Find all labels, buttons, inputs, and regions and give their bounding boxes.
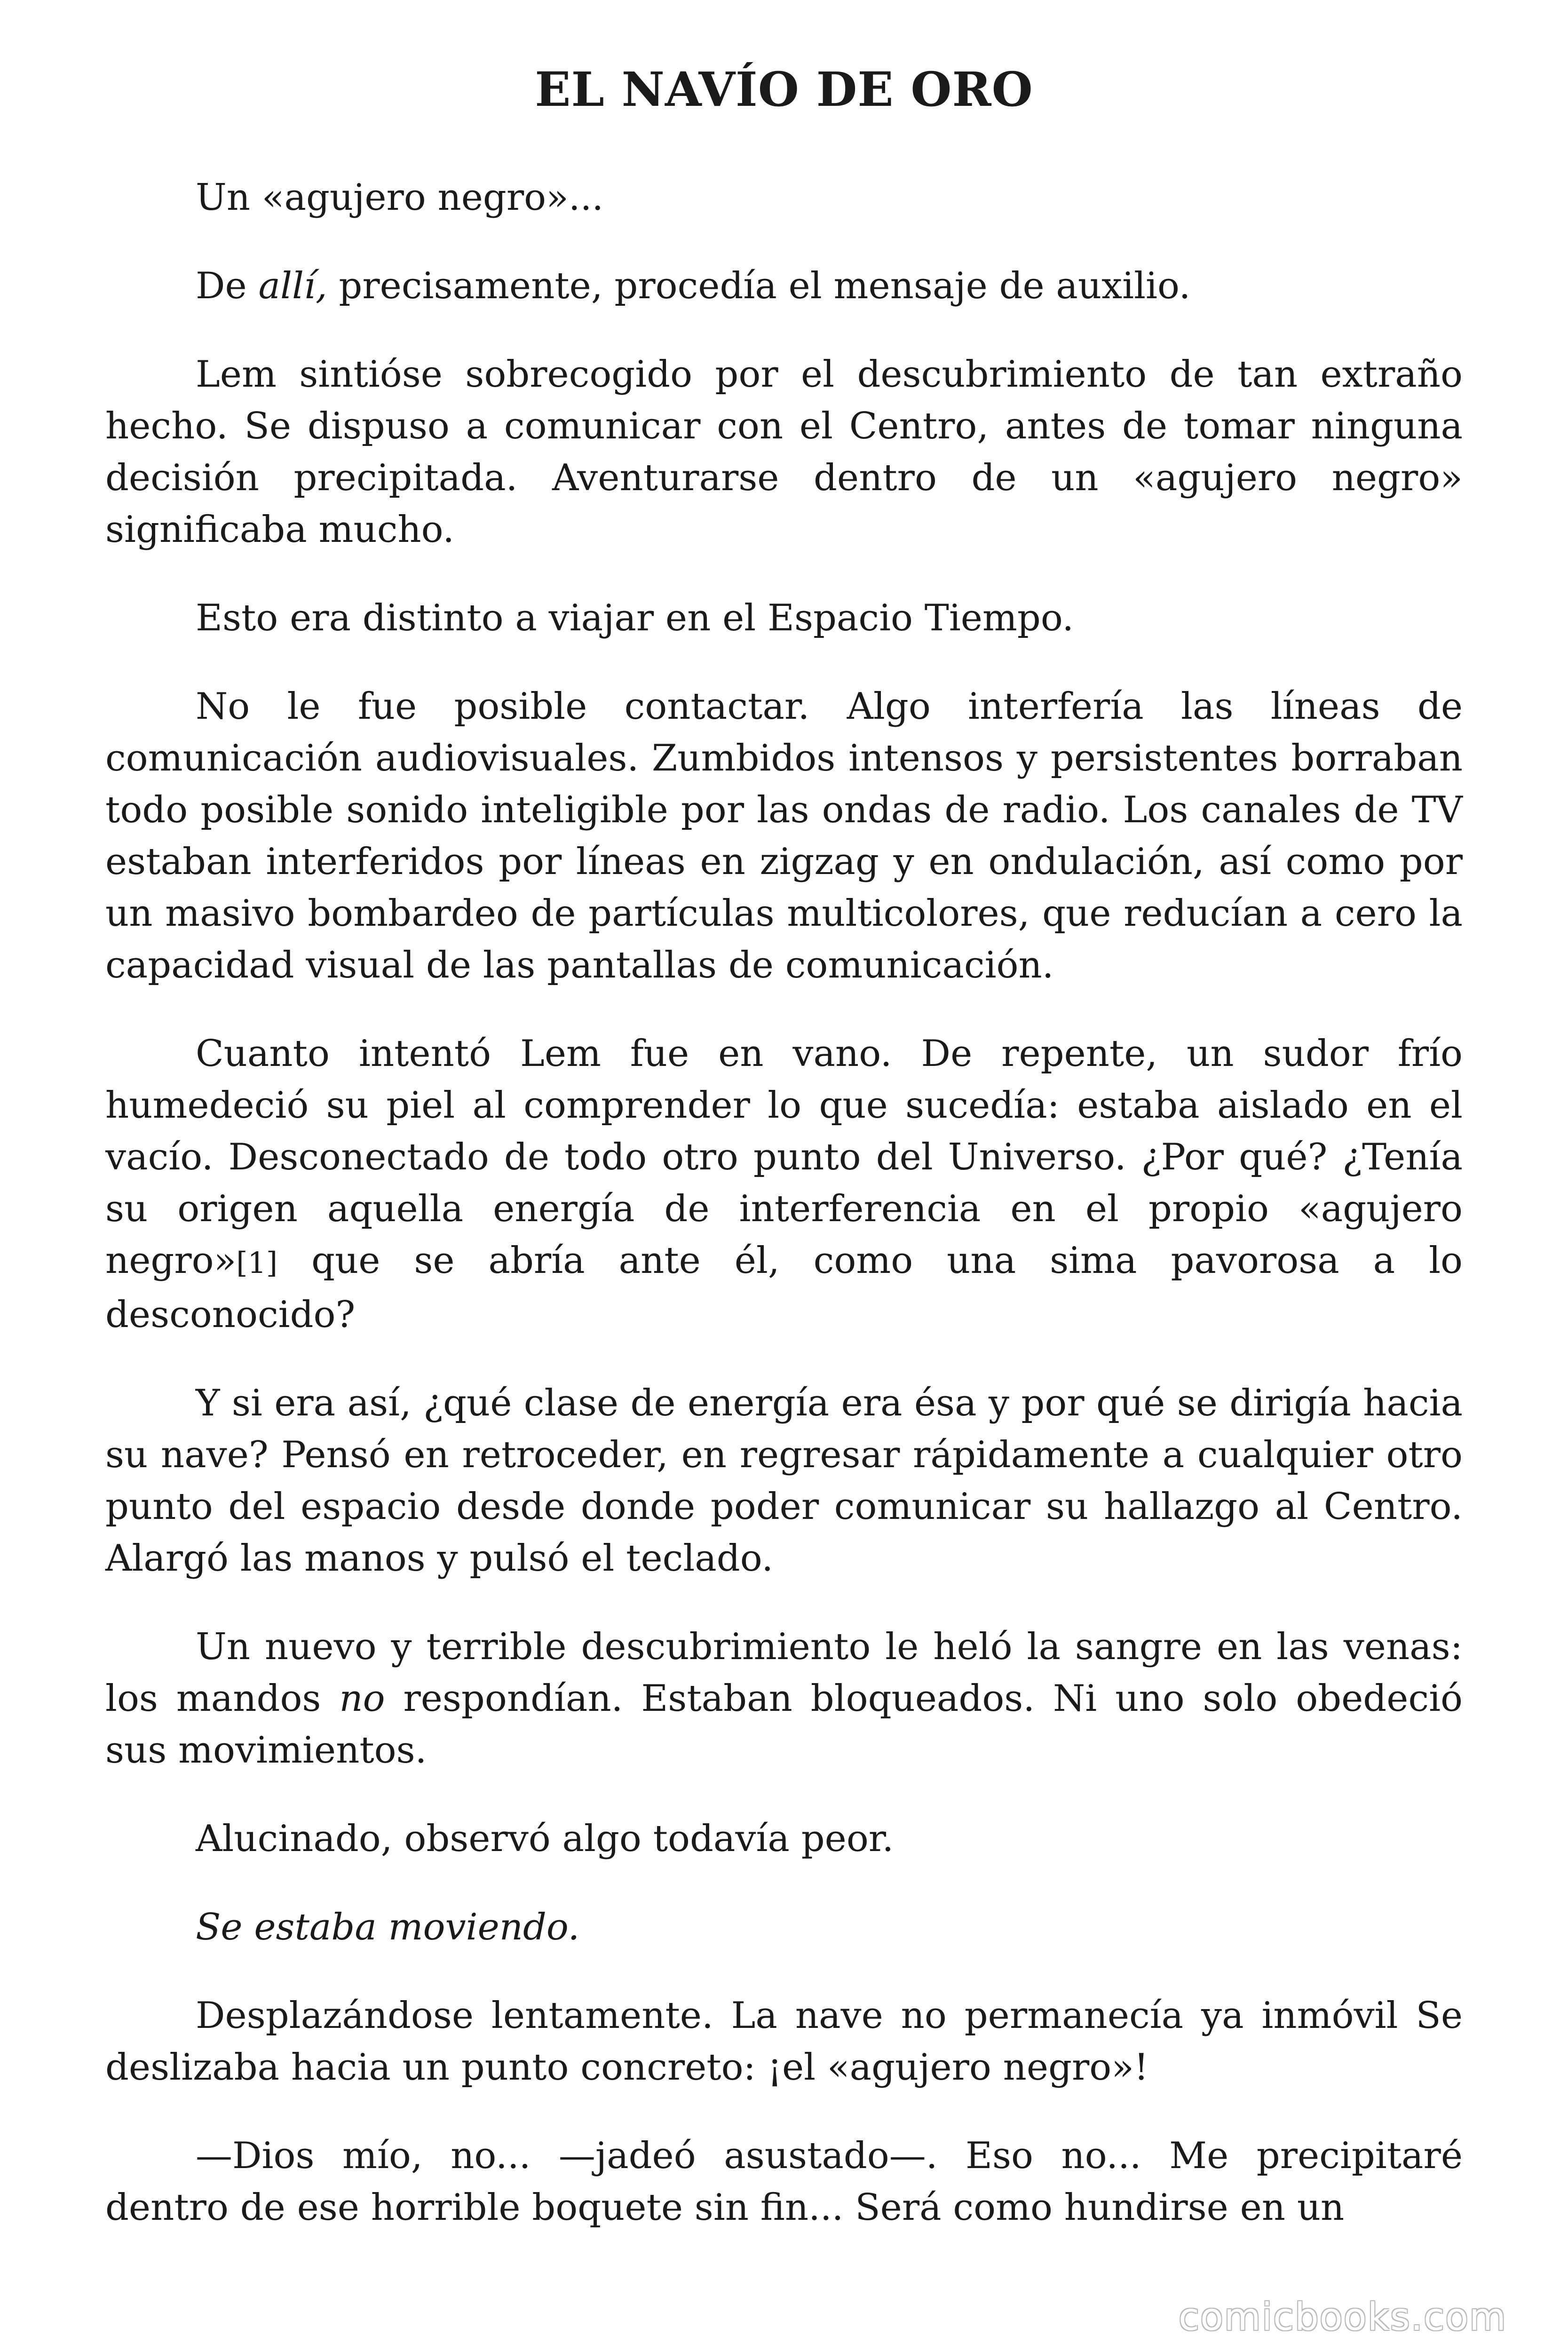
paragraph-7: Y si era así, ¿qué clase de energía era ésa y por qué se dirigía hacia su nave? Pensó en retroceder, en regresar rápidamente a cualquier otro punto del espacio desde donde poder comunicar su hallazgo al Centro. Alargó las manos y pulsó el teclado.	[105, 1382, 1463, 1580]
paragraph-8-end: respondían. Estaban bloqueados. Ni uno solo obedeció sus movimientos.	[105, 1677, 1463, 1772]
paragraph-2	[105, 260, 1463, 312]
paragraph-6-start: Cuanto intentó Lem fue en vano. De repente, un sudor frío humedeció su piel al comprender lo que sucedía: estaba aislado en el vacío. Desconectado de todo otro punto del Universo. ¿Por qué? ¿Tenía su origen aquella energía de interferencia en el propio «agujero negro»	[105, 1033, 1463, 1282]
paragraph-8-start: Un nuevo y terrible descubrimiento le heló la sangre en las venas: los mandos	[105, 1626, 1463, 1720]
paragraph-10	[105, 1901, 1463, 1953]
paragraph-2-start: De	[196, 265, 259, 307]
paragraph-8-italic: no	[339, 1677, 385, 1720]
paragraph-5: No le fue posible contactar. Algo interfería las líneas de comunicación audiovisuales. Zumbidos intensos y persistentes borraban todo posible sonido inteligible por las ondas de radio. Los canales de TV estaban interferidos por líneas en zigzag y en ondulación, así como por un masivo bombardeo de partículas multicolores, que reducían a cero la capacidad visual de las pantallas de comunicación.	[105, 685, 1463, 986]
paragraph-9: Alucinado, observó algo todavía peor.	[196, 1818, 894, 1860]
site-watermark: comicbooks.com	[1178, 2295, 1507, 2339]
paragraph-2-italic: allí,	[258, 265, 327, 307]
paragraph-4: Esto era distinto a viajar en el Espacio Tiempo.	[196, 597, 1074, 639]
footnote-reference-link[interactable]: [1]	[236, 1246, 278, 1280]
paragraph-12: —Dios mío, no... —jadeó asustado—. Eso no... Me precipitaré dentro de ese horrible boquete sin fin... Será como hundirse en un	[105, 2135, 1463, 2229]
paragraph-6-end: que se abría ante él, como una sima pavorosa a lo desconocido?	[105, 1240, 1463, 1336]
paragraph-11: Desplazándose lentamente. La nave no permanecía ya inmóvil Se deslizaba hacia un punto concreto: ¡el «agujero negro»!	[105, 1994, 1463, 2089]
paragraph-3: Lem sintióse sobrecogido por el descubrimiento de tan extraño hecho. Se dispuso a comunicar con el Centro, antes de tomar ninguna decisión precipitada. Aventurarse dentro de un «agujero negro» significaba mucho.	[105, 353, 1463, 551]
paragraph-6	[105, 1028, 1463, 1341]
chapter-title: EL NAVÍO DE ORO	[535, 62, 1033, 117]
book-page	[105, 61, 1463, 2270]
paragraph-10-italic: Se estaba moviendo.	[196, 1906, 580, 1948]
paragraph-8	[105, 1621, 1463, 1776]
paragraph-1: Un «agujero negro»...	[196, 176, 604, 219]
paragraph-2-end: precisamente, procedía el mensaje de auxilio.	[327, 265, 1191, 307]
